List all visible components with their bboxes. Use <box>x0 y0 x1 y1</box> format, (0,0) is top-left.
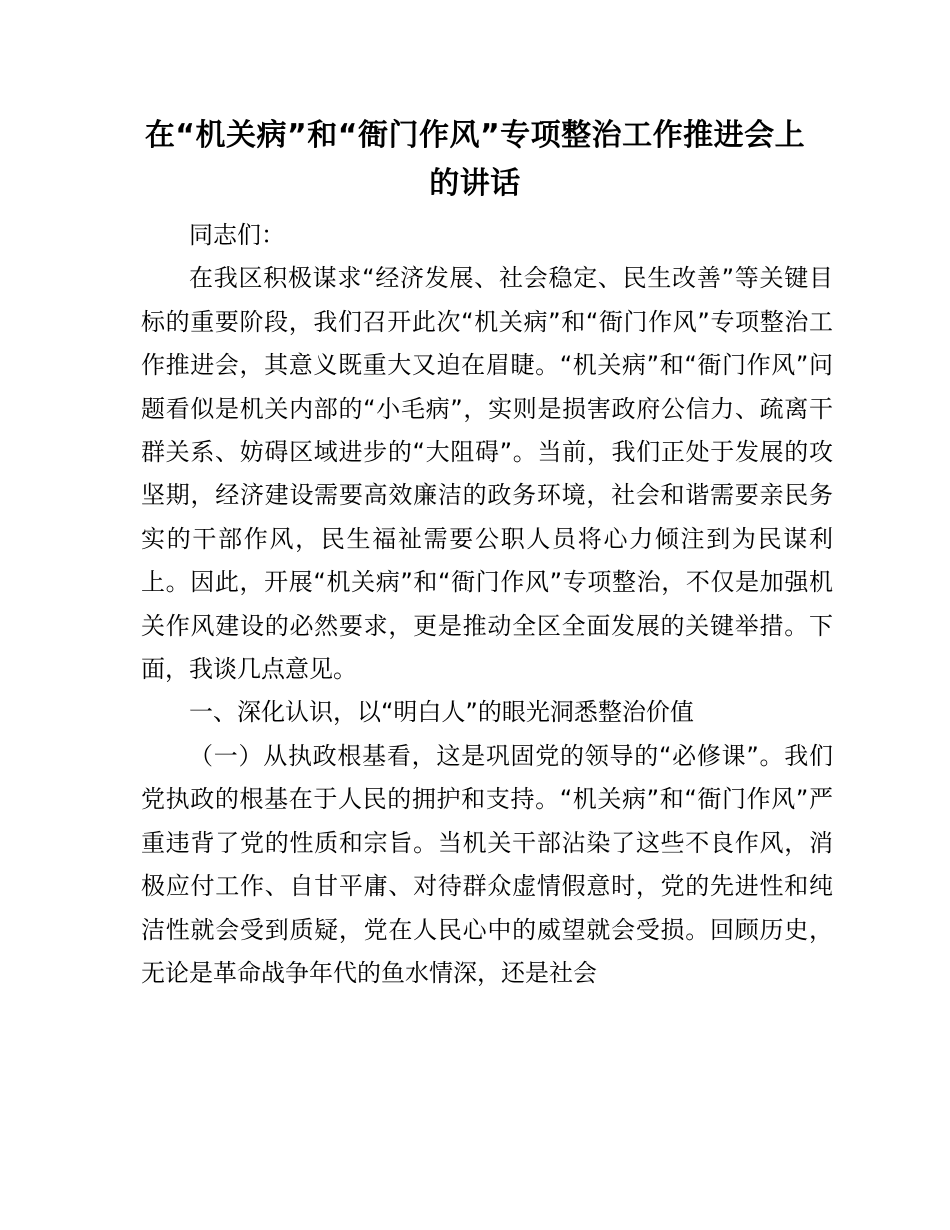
section-heading: 一、深化认识，以“明白人”的眼光洞悉整治价值 <box>189 698 694 727</box>
salutation-paragraph: 同志们： <box>189 221 285 249</box>
intro-paragraph: 在我区积极谋求“经济发展、社会稳定、民生改善”等关键目标的重要阶段，我们召开此次“机关病”和“衙门作风”专项整治工作推进会，其意义既重大又迫在眉睫。“机关病”和“衙门作风”问题看似是机关内部的“小毛病”，实则是损害政府公信力、疏离干群关系、妨碍区域进步的“大阻碍”。当前，我们正处于发展的攻坚期，经济建设需要高效廉洁的政务环境，社会和谐需要亲民务实的干部作风，民生福祉需要公职人员将心力倾注到为民谋利上。因此，开展“机关病”和“衙门作风”专项整治，不仅是加强机关作风建设的必然要求，更是推动全区全面发展的关键举措。下面，我谈几点意见。 <box>141 264 833 684</box>
subsection-paragraph: （一）从执政根基看，这是巩固党的领导的“必修课”。我们党执政的根基在于人民的拥护和支持。“机关病”和“衙门作风”严重违背了党的性质和宗旨。当机关干部沾染了这些不良作风，消极应付工作、自甘平庸、对待群众虚情假意时，党的先进性和纯洁性就会受到质疑，党在人民心中的威望就会受损。回顾历史，无论是革命战争年代的鱼水情深，还是社会 <box>141 741 833 987</box>
speech-title: 在“机关病”和“衙门作风”专项整治工作推进会上的讲话 <box>144 118 806 201</box>
speech-body <box>141 214 833 995</box>
